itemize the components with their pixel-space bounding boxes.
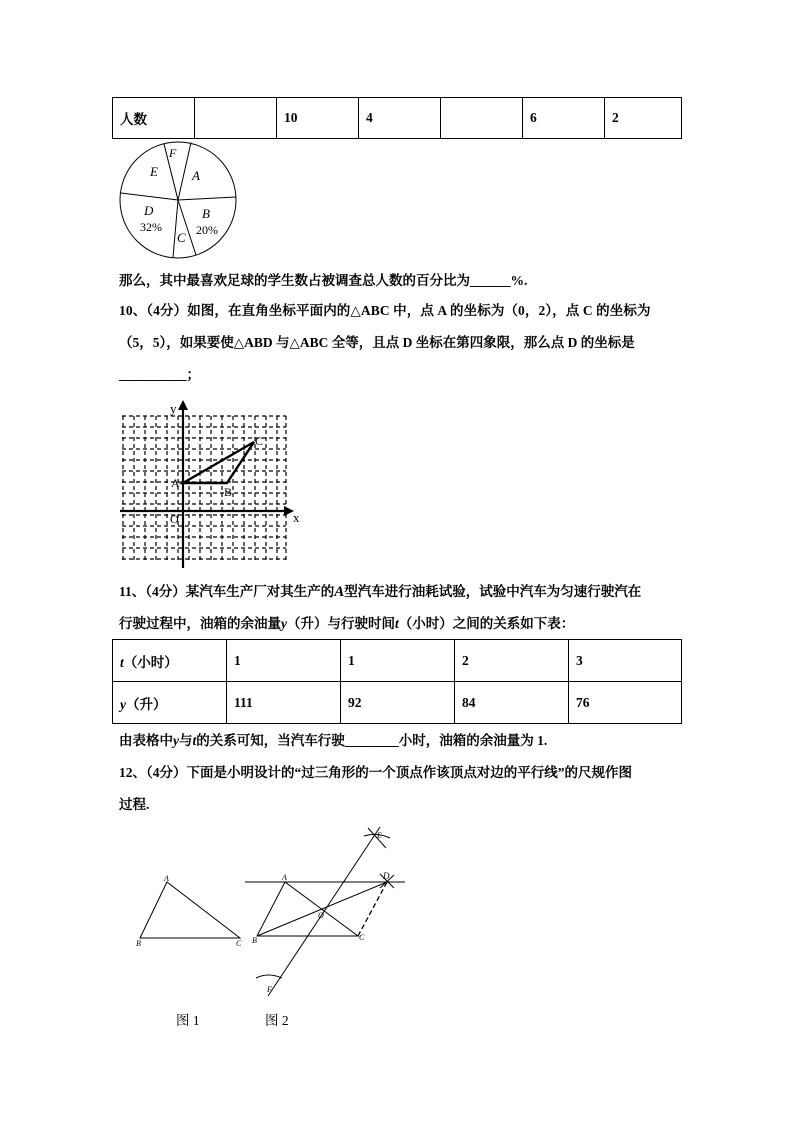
- q11-var-a: A: [334, 584, 345, 600]
- figure-1: [132, 872, 250, 952]
- table-cell: 4: [359, 98, 441, 139]
- point-d-label: D: [383, 871, 390, 881]
- pie-label-b: B: [202, 206, 210, 221]
- x-axis-label: x: [293, 510, 300, 525]
- unit: （升）: [126, 696, 167, 712]
- table-cell: 84: [455, 682, 569, 724]
- table-row: [113, 682, 682, 724]
- vertex-c-label: C: [359, 933, 365, 942]
- point-c-label: C: [255, 434, 264, 448]
- pie-pct-d: 32%: [140, 220, 162, 234]
- q11-text: 的关系可知，当汽车行驶: [196, 733, 345, 748]
- segment-bd: [257, 882, 387, 936]
- table-cell: 1: [227, 640, 341, 682]
- q11-text: （升）与行驶时间: [287, 616, 395, 631]
- pie-label-d: D: [144, 203, 154, 218]
- table-header-cell: [113, 682, 227, 724]
- table-cell: 3: [569, 640, 682, 682]
- q9-question: [119, 271, 527, 291]
- q11-var-t: t: [192, 733, 197, 748]
- q10-answer-line: [119, 365, 200, 385]
- answer-blank: ______: [470, 273, 511, 288]
- table-cell: 76: [569, 682, 682, 724]
- q11-var-y: y: [173, 733, 179, 748]
- q12-line1: 12、（4分）下面是小明设计的“过三角形的一个顶点作该顶点对边的平行线”的尺规作图: [119, 765, 632, 780]
- pie-chart: [116, 138, 240, 262]
- q11-text: 11、（4分）某汽车生产厂对其生产的: [119, 584, 335, 599]
- q10-line2: （5，5），如果要使△ABD 与△ABC 全等，且点 D 坐标在第四象限，那么点 D 的坐标是: [119, 335, 635, 350]
- triangle-abc: [140, 882, 240, 938]
- vertex-b-label: B: [136, 939, 141, 948]
- q12-line2: 过程.: [119, 797, 150, 812]
- var-t: t: [120, 654, 124, 670]
- table-cell: [441, 98, 523, 139]
- vertex-a-label: A: [282, 873, 287, 882]
- table-cell: 人数: [113, 98, 195, 139]
- point-f-label: F: [267, 985, 272, 994]
- q11-text: 与: [179, 733, 193, 748]
- q9-suffix: %.: [510, 273, 528, 288]
- var-y: y: [120, 696, 126, 712]
- answer-blank: ________: [344, 733, 399, 748]
- table-cell: 2: [605, 98, 682, 139]
- table-row: [113, 98, 682, 139]
- q10-line1: 10、（4分）如图，在直角坐标平面内的△ABC 中，点 A 的坐标为（0，2），点 C 的坐标为: [119, 303, 651, 318]
- table-cell: 1: [341, 640, 455, 682]
- table-cell: 92: [341, 682, 455, 724]
- pie-label-e: E: [150, 164, 158, 179]
- q11-answer-line: [119, 731, 547, 751]
- q9-text: 那么，其中最喜欢足球的学生数占被调查总人数的百分比为: [119, 273, 470, 288]
- q11-line2: [119, 614, 574, 634]
- table-cell: [195, 98, 277, 139]
- coordinate-graph: [116, 398, 306, 570]
- y-axis-arrow: [178, 400, 188, 410]
- q11-text: 型汽车进行油耗试验，试验中汽车为匀速行驶汽在: [344, 584, 642, 599]
- q11-text: （小时）之间的关系如下表：: [398, 616, 575, 631]
- q11-fuel-table: [112, 639, 682, 724]
- q11-line1: [119, 582, 641, 602]
- table-cell: 10: [277, 98, 359, 139]
- pie-label-a: A: [192, 168, 200, 183]
- figure-2: [240, 822, 410, 1000]
- point-e-label: E: [377, 831, 382, 840]
- point-o-label: O: [318, 911, 324, 920]
- q11-text: 行驶过程中，油箱的余油量: [119, 616, 281, 631]
- vertex-a-label: A: [164, 874, 169, 883]
- arc-mark-f: [256, 975, 282, 978]
- unit: （小时）: [123, 654, 178, 670]
- point-a-label: A: [171, 476, 180, 490]
- q11-var-t: t: [395, 616, 399, 631]
- table-row: [113, 640, 682, 682]
- q11-var-y: y: [281, 616, 287, 631]
- q11-text: 小时，油箱的余油量为 1.: [398, 733, 548, 748]
- figure-2-caption: 图 2: [265, 1013, 289, 1028]
- triangle-abc: [257, 882, 358, 936]
- table-cell: 2: [455, 640, 569, 682]
- vertex-c-label: C: [236, 939, 242, 948]
- point-b-label: B: [224, 485, 233, 499]
- q11-text: 由表格中: [119, 733, 173, 748]
- pie-pct-b: 20%: [196, 223, 218, 237]
- segment-cd-dashed: [358, 882, 387, 936]
- q10-suffix: ；: [186, 367, 200, 382]
- pie-label-c: C: [177, 230, 186, 245]
- table-cell: 111: [227, 682, 341, 724]
- figure-1-caption: 图 1: [176, 1013, 200, 1028]
- vertex-b-label: B: [252, 936, 257, 945]
- table-header-cell: [113, 640, 227, 682]
- table-cell: 6: [523, 98, 605, 139]
- construction-line-ef: [268, 827, 380, 996]
- q9-count-table: [112, 97, 682, 139]
- pie-label-f: F: [169, 146, 177, 160]
- y-axis-label: y: [170, 401, 177, 416]
- origin-label: O: [170, 512, 179, 526]
- answer-blank: __________: [119, 367, 187, 382]
- triangle-abc: [183, 442, 254, 483]
